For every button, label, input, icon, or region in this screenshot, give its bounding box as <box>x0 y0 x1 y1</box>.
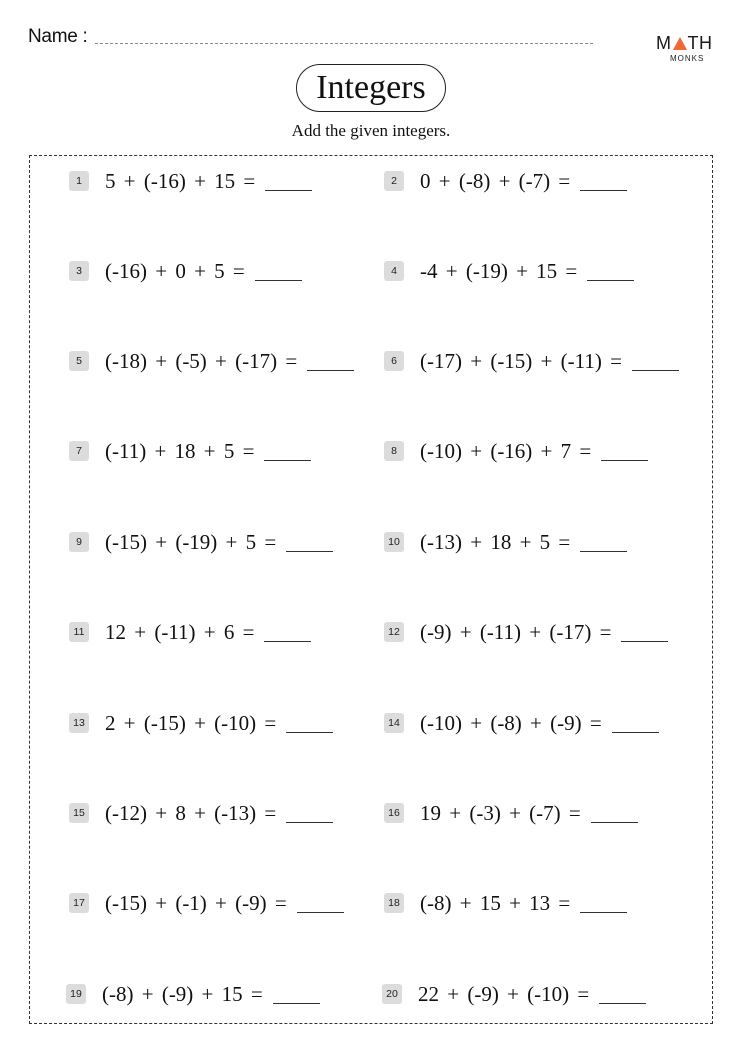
answer-blank[interactable] <box>286 822 333 823</box>
problem-13 <box>69 708 333 738</box>
problem-expression: (-8) + (-9) + 15 = <box>102 981 263 1006</box>
answer-blank[interactable] <box>612 732 659 733</box>
problem-17 <box>69 888 344 918</box>
problem-expression: 2 + (-15) + (-10) = <box>105 710 277 735</box>
problem-expression: (-13) + 18 + 5 = <box>420 529 571 554</box>
problem-number-badge: 12 <box>384 622 404 642</box>
answer-blank[interactable] <box>632 370 679 371</box>
problem-10 <box>384 527 627 557</box>
problem-number-badge: 15 <box>69 803 89 823</box>
name-input-line[interactable] <box>95 43 593 44</box>
problem-expression: (-15) + (-1) + (-9) = <box>105 890 287 915</box>
answer-blank[interactable] <box>307 370 354 371</box>
problem-expression: (-10) + (-8) + (-9) = <box>420 710 602 735</box>
answer-blank[interactable] <box>621 641 668 642</box>
problem-number-badge: 13 <box>69 713 89 733</box>
problem-expression: 5 + (-16) + 15 = <box>105 168 256 193</box>
answer-blank[interactable] <box>265 190 312 191</box>
math-monks-logo <box>656 34 716 63</box>
problem-number-badge: 9 <box>69 532 89 552</box>
problem-expression: (-15) + (-19) + 5 = <box>105 529 277 554</box>
problem-number-badge: 6 <box>384 351 404 371</box>
name-row <box>28 26 593 48</box>
answer-blank[interactable] <box>580 912 627 913</box>
triangle-icon <box>673 37 687 50</box>
answer-blank[interactable] <box>286 732 333 733</box>
problem-expression: (-17) + (-15) + (-11) = <box>420 348 622 373</box>
problem-expression: 22 + (-9) + (-10) = <box>418 981 590 1006</box>
answer-blank[interactable] <box>591 822 638 823</box>
answer-blank[interactable] <box>264 641 311 642</box>
problem-number-badge: 1 <box>69 171 89 191</box>
problem-20 <box>382 979 646 1009</box>
problem-number-badge: 17 <box>69 893 89 913</box>
problem-14 <box>384 708 659 738</box>
problem-expression: (-10) + (-16) + 7 = <box>420 438 592 463</box>
problem-number-badge: 8 <box>384 441 404 461</box>
problem-3 <box>69 256 302 286</box>
problem-number-badge: 5 <box>69 351 89 371</box>
logo-subtitle: MONKS <box>670 54 705 63</box>
name-label: Name : <box>28 26 88 47</box>
problem-expression: (-18) + (-5) + (-17) = <box>105 348 298 373</box>
problem-16 <box>384 798 638 828</box>
problem-4 <box>384 256 634 286</box>
title-badge <box>296 64 446 112</box>
problem-number-badge: 3 <box>69 261 89 281</box>
problem-number-badge: 20 <box>382 984 402 1004</box>
problem-expression: (-12) + 8 + (-13) = <box>105 800 277 825</box>
problem-15 <box>69 798 333 828</box>
answer-blank[interactable] <box>264 460 311 461</box>
page-title: Integers <box>316 69 426 106</box>
answer-blank[interactable] <box>580 190 627 191</box>
problem-number-badge: 11 <box>69 622 89 642</box>
answer-blank[interactable] <box>601 460 648 461</box>
problem-11 <box>69 617 311 647</box>
problem-19 <box>66 979 320 1009</box>
problem-number-badge: 18 <box>384 893 404 913</box>
logo-letters-th: TH <box>687 33 713 53</box>
problem-expression: 0 + (-8) + (-7) = <box>420 168 571 193</box>
problem-expression: (-8) + 15 + 13 = <box>420 890 571 915</box>
problem-expression: -4 + (-19) + 15 = <box>420 258 578 283</box>
problem-number-badge: 10 <box>384 532 404 552</box>
answer-blank[interactable] <box>255 280 302 281</box>
problem-number-badge: 14 <box>384 713 404 733</box>
problem-expression: (-9) + (-11) + (-17) = <box>420 619 612 644</box>
problem-1 <box>69 166 312 196</box>
problem-expression: (-16) + 0 + 5 = <box>105 258 245 283</box>
problem-5 <box>69 346 354 376</box>
problem-number-badge: 7 <box>69 441 89 461</box>
problem-expression: 12 + (-11) + 6 = <box>105 619 255 644</box>
problem-9 <box>69 527 333 557</box>
problem-number-badge: 4 <box>384 261 404 281</box>
problem-expression: 19 + (-3) + (-7) = <box>420 800 581 825</box>
problem-2 <box>384 166 627 196</box>
problem-6 <box>384 346 679 376</box>
problem-12 <box>384 617 668 647</box>
answer-blank[interactable] <box>587 280 634 281</box>
answer-blank[interactable] <box>286 551 333 552</box>
answer-blank[interactable] <box>297 912 344 913</box>
problem-7 <box>69 436 311 466</box>
problem-number-badge: 19 <box>66 984 86 1004</box>
problem-18 <box>384 888 627 918</box>
answer-blank[interactable] <box>273 1003 320 1004</box>
logo-letter-m: M <box>656 33 672 53</box>
instructions: Add the given integers. <box>291 121 451 140</box>
problem-number-badge: 2 <box>384 171 404 191</box>
answer-blank[interactable] <box>580 551 627 552</box>
problem-expression: (-11) + 18 + 5 = <box>105 438 255 463</box>
problem-8 <box>384 436 648 466</box>
answer-blank[interactable] <box>599 1003 646 1004</box>
problem-number-badge: 16 <box>384 803 404 823</box>
